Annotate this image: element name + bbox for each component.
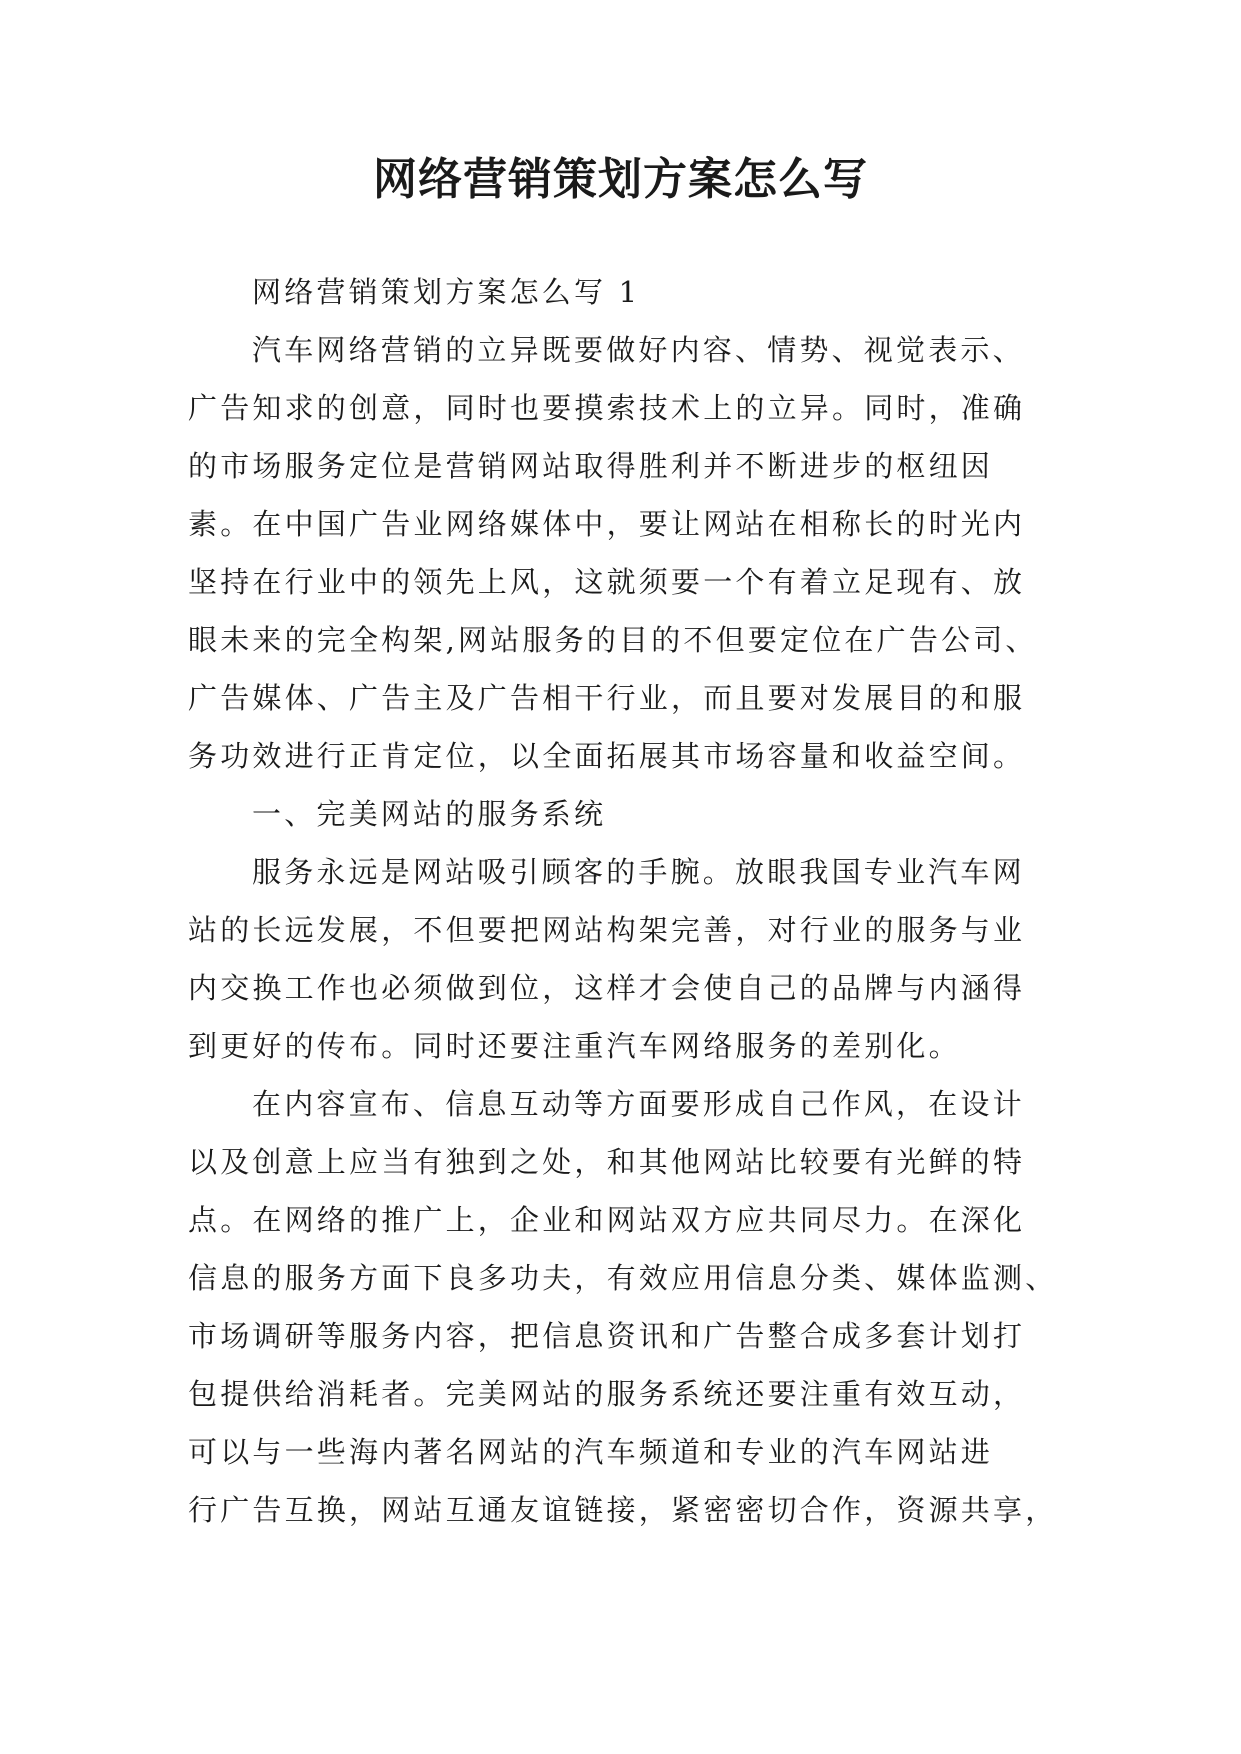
- text-line: 包提供给消耗者。完美网站的服务系统还要注重有效互动，: [188, 1377, 1026, 1411]
- text-line: 坚持在行业中的领先上风，这就须要一个有着立足现有、放: [188, 565, 1026, 599]
- text-line: 行广告互换，网站互通友谊链接，紧密密切合作，资源共享，: [188, 1493, 1058, 1527]
- text-line: 内交换工作也必须做到位，这样才会使自己的品牌与内涵得: [188, 971, 1026, 1005]
- text-line: 市场调研等服务内容，把信息资讯和广告整合成多套计划打: [188, 1319, 1026, 1353]
- text-line: 务功效进行正肯定位，以全面拓展其市场容量和收益空间。: [188, 739, 1026, 773]
- text-line: 眼未来的完全构架,网站服务的目的不但要定位在广告公司、: [188, 623, 1038, 657]
- text-line: 服务永远是网站吸引顾客的手腕。放眼我国专业汽车网: [252, 855, 1025, 889]
- text-line: 广告知求的创意，同时也要摸索技术上的立异。同时，准确: [188, 391, 1026, 425]
- text-line: 网络营销策划方案怎么写 1: [252, 275, 641, 309]
- text-line: 信息的服务方面下良多功夫，有效应用信息分类、媒体监测、: [188, 1261, 1058, 1295]
- text-line: 以及创意上应当有独到之处，和其他网站比较要有光鲜的特: [188, 1145, 1026, 1179]
- document-body: [188, 263, 1058, 1539]
- text-line: 到更好的传布。同时还要注重汽车网络服务的差别化。: [188, 1029, 961, 1063]
- document-title: 网络营销策划方案怎么写: [373, 154, 868, 205]
- text-line: 可以与一些海内著名网站的汽车频道和专业的汽车网站进: [188, 1435, 994, 1469]
- text-line: 在内容宣布、信息互动等方面要形成自己作风，在设计: [252, 1087, 1025, 1121]
- text-line: 点。在网络的推广上，企业和网站双方应共同尽力。在深化: [188, 1203, 1026, 1237]
- text-line: 广告媒体、广告主及广告相干行业，而且要对发展目的和服: [188, 681, 1026, 715]
- text-line: 汽车网络营销的立异既要做好内容、情势、视觉表示、: [252, 333, 1025, 367]
- text-line: 站的长远发展，不但要把网站构架完善，对行业的服务与业: [188, 913, 1026, 947]
- section-heading: 一、完美网站的服务系统: [252, 797, 607, 831]
- text-line: 的市场服务定位是营销网站取得胜利并不断进步的枢纽因: [188, 449, 994, 483]
- text-line: 素。在中国广告业网络媒体中，要让网站在相称长的时光内: [188, 507, 1026, 541]
